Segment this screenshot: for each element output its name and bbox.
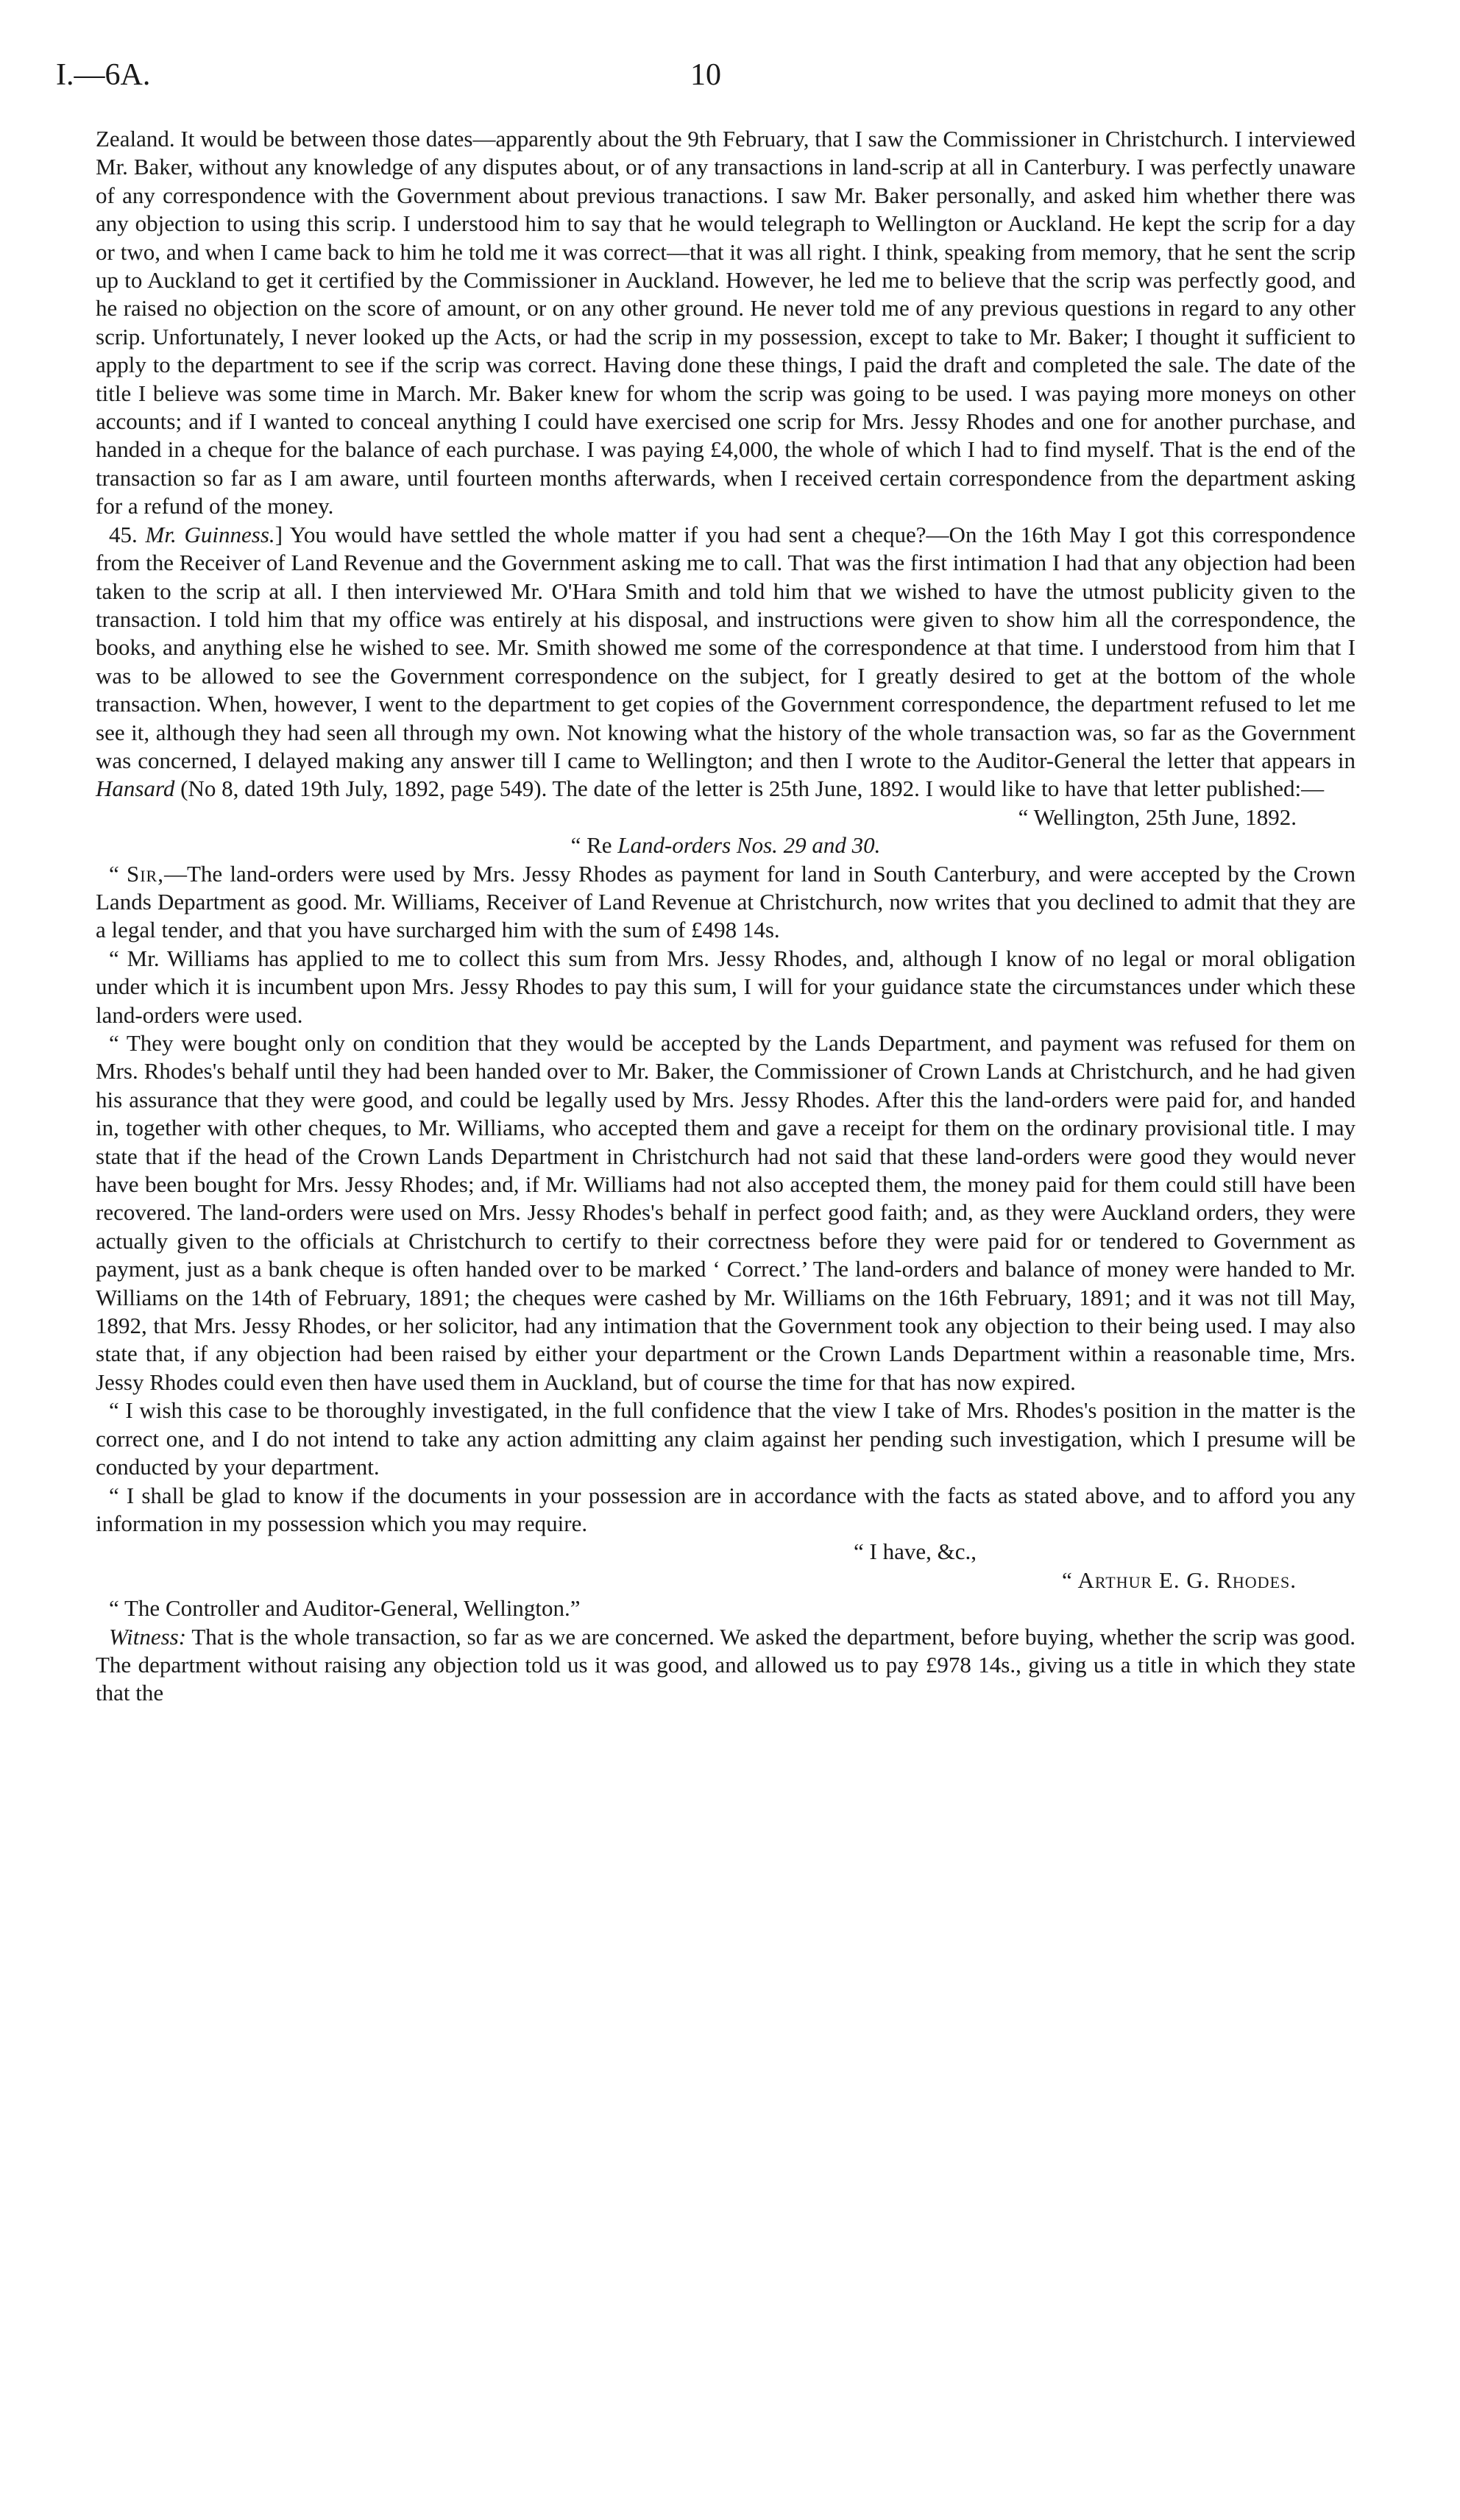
letter-subject bbox=[96, 831, 1356, 859]
hansard-reference: Hansard bbox=[96, 775, 175, 802]
letter-paragraph: “ They were bought only on condition that they would be accepted by the Lands Department, and payment was refused for them on Mrs. Rhodes's behalf until they had been handed over to Mr. Baker, the Commissioner of Crown Lands at Christchurch, and he had given his assurance that they were good, and could be legally used by Mrs. Jessy Rhodes. After this the land-orders were paid for, and handed in, together with other cheques, to Mr. Williams, who accepted them and gave a receipt for them on the ordinary provisional title. I may state that if the head of the Crown Lands Department in Christchurch had not said that these land-orders were good they would never have been bought for Mrs. Jessy Rhodes; and, if Mr. Williams had not also accepted them, the money paid for them could still have been recovered. The land-orders were used on Mrs. Jessy Rhodes's behalf in perfect good faith; and, as they were Auckland orders, they were actually given to the officials at Christchurch to certify to their correctness before they were paid for or tendered to Government as payment, just as a bank cheque is often handed over to be marked ‘ Correct.’ The land-orders and balance of money were handed to Mr. Williams on the 14th of February, 1891; the cheques were cashed by Mr. Williams on the 16th February, 1891; and it was not till May, 1892, that Mrs. Jessy Rhodes, or her solicitor, had any intimation that the Government took any objection to their being used. I may also state that, if any objection had been raised by either your department or the Crown Lands Department within a reasonable time, Mrs. Jessy Rhodes could even then have used them in Auckland, but of course the time for that has now expired. bbox=[96, 1030, 1356, 1395]
letter-paragraph: “ Mr. Williams has applied to me to collect this sum from Mrs. Jessy Rhodes, and, although I know of no legal or moral obligation under which it is incumbent upon Mrs. Jessy Rhodes to pay this sum, I will for your guidance state the circumstances under which these land-orders were used. bbox=[96, 945, 1356, 1028]
letter-subject-title: Land-orders Nos. 29 and 30. bbox=[617, 832, 881, 859]
paragraph-text: ] You would have settled the whole matter if you had sent a cheque?—On the 16th May I got this correspondence from the Receiver of Land Revenue and the Government asking me to call. That was the first intimation I had that any objection had been taken to the scrip at all. I then interviewed Mr. O'Hara Smith and told him that we wished to have the utmost publicity given to the transaction. I told him that my office was entirely at his disposal, and instructions were given to show him all the correspondence, the books, and anything else he wished to see. Mr. Smith showed me some of the correspondence at that time. I understood from him that I was to be allowed to see the Government correspondence on the subject, for I greatly desired to get at the bottom of the whole transaction. When, however, I went to the department to get copies of the Government correspondence, the department refused to let me see it, although they had seen all through my own. Not knowing what the history of the whole transaction was, so far as the Government was concerned, I delayed making any answer till I came to Wellington; and then I wrote to the Auditor-General the letter that appears in bbox=[96, 521, 1356, 773]
letter-subject-prefix: “ Re bbox=[570, 832, 618, 859]
letter-signature bbox=[96, 1566, 1356, 1594]
letter-paragraph-text: —The land-orders were used by Mrs. Jessy Rhodes as payment for land in South Canterbury, and were accepted by the Crown Lands Department as good. Mr. Williams, Receiver of Land Revenue at Christchurch, now writes that you declined to admit that they are a legal tender, and that you have surcharged him with the sum of £498 14s. bbox=[96, 860, 1356, 943]
question-number: 45. bbox=[109, 521, 146, 547]
paragraph: Zealand. It would be between those dates—apparently about the 9th February, that I saw the Commissioner in Christchurch. I interviewed Mr. Baker, without any knowledge of any disputes about, or of any transactions in land-scrip at all in Canterbury. I was perfectly unaware of any correspondence with the Government about previous tranactions. I saw Mr. Baker personally, and asked him whether there was any objection to using this scrip. I understood him to say that he would telegraph to Wellington or Auckland. He kept the scrip for a day or two, and when I came back to him he told me it was correct—that it was all right. I think, speaking from memory, that he sent the scrip up to Auckland to get it certified by the Commissioner in Auckland. However, he led me to believe that the scrip was perfectly good, and he raised no objection on the score of amount, or on any other ground. He never told me of any previous questions in regard to any other scrip. Unfortunately, I never looked up the Acts, or had the scrip in my possession, except to take to Mr. Baker; I thought it sufficient to apply to the department to see if the scrip was correct. Having done these things, I paid the draft and completed the sale. The date of the title I believe was some time in March. Mr. Baker knew for whom the scrip was going to be used. I was paying more moneys on other accounts; and if I wanted to conceal anything I could have exercised one scrip for Mrs. Jessy Rhodes and one for another purchase, and handed in a cheque for the balance of each purchase. I was paying £4,000, the whole of which I had to find myself. That is the end of the transaction so far as I am aware, until fourteen months afterwards, when I received certain correspondence from the department asking for a refund of the money. bbox=[96, 126, 1356, 519]
letter-addressee: “ The Controller and Auditor-General, Wellington.” bbox=[109, 1595, 581, 1622]
letter-paragraph: “ I wish this case to be thoroughly investigated, in the full confidence that the view I take of Mrs. Rhodes's position in the matter is the correct one, and I do not intend to take any action admitting any claim against her pending such investigation, which I presume will be conducted by your department. bbox=[96, 1397, 1356, 1480]
body-text bbox=[96, 125, 1356, 1708]
speaker-name: Mr. Guinness. bbox=[145, 521, 275, 547]
question-paragraph bbox=[96, 521, 1356, 803]
letter-paragraph: “ I shall be glad to know if the documents in your possession are in accordance with the facts as stated above, and to afford you any information in my possession which you may require. bbox=[96, 1482, 1356, 1536]
letter-salutation: Sir, bbox=[126, 860, 164, 887]
letter-closing: “ I have, &c., bbox=[854, 1538, 977, 1565]
document-reference: I.—6A. bbox=[56, 58, 151, 92]
running-head bbox=[56, 57, 1356, 102]
witness-text: That is the whole transaction, so far as we are concerned. We asked the department, before buying, whether the scrip was good. The department without raising any objection told us it was good, and allowed us to pay £978 14s., giving us a title in which they state that the bbox=[96, 1623, 1356, 1706]
letter-dateline: “ Wellington, 25th June, 1892. bbox=[1018, 803, 1297, 830]
letter-signature-prefix: “ bbox=[1062, 1566, 1078, 1593]
letter-paragraph: “ Sir,—The land-orders were used by Mrs. Jessy Rhodes as payment for land in South Canterbury, and were accepted by the Crown Lands Department as good. Mr. Williams, Receiver of Land Revenue at Christchurch, now writes that you declined to admit that they are a legal tender, and that you have surcharged him with the sum of £498 14s. bbox=[96, 860, 1356, 943]
witness-paragraph bbox=[96, 1623, 1356, 1708]
paragraph-text-end: (No 8, dated 19th July, 1892, page 549). The date of the letter is 25th June, 1892. I would like to have that letter published:— bbox=[174, 775, 1325, 802]
letter-signature-name: Arthur E. G. Rhodes. bbox=[1077, 1566, 1297, 1593]
witness-label: Witness: bbox=[109, 1623, 187, 1650]
page-number: 10 bbox=[690, 58, 721, 92]
